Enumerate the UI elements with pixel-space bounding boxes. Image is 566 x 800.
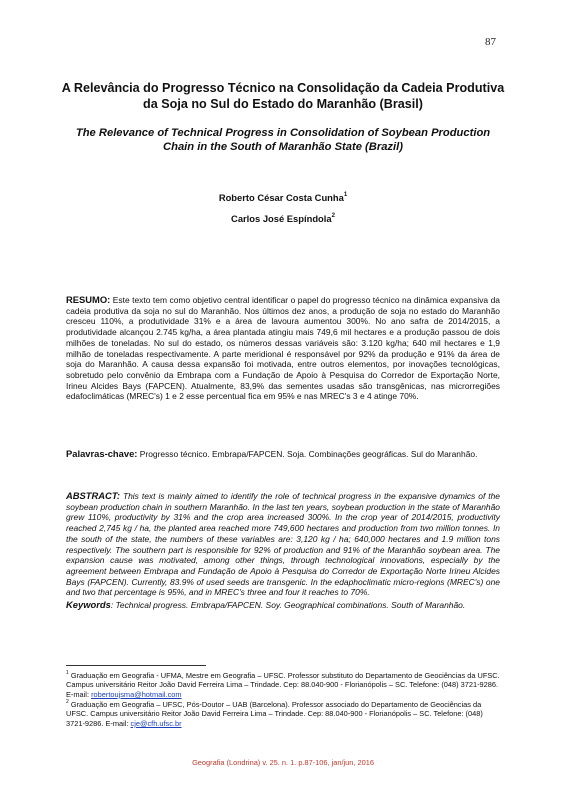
title-portuguese: A Relevância do Progresso Técnico na Consolidação da Cadeia Produtiva da Soja no Sul do Estado do Maranhão (Brasil) xyxy=(61,81,505,111)
title-english: The Relevance of Technical Progress in Consolidation of Soybean Production Chain in the South of Maranhão State (Brazil) xyxy=(75,127,491,153)
author-2-mark: 2 xyxy=(331,213,335,219)
keywords-text: : Technical progress. Embrapa/FAPCEN. Soy. Geographical combinations. South of Maranhão. xyxy=(110,600,466,610)
footnote-1-text: Graduação em Geografia - UFMA, Mestre em Geografia – UFSC. Professor substituto do Departamento de Geociências da UFSC. Campus universitário Reitor João David Ferreira Lima – Trindade. Cep: 88.040-900 - Florianópolis – SC. Telefone: (048) 3721-9286. E-mail: xyxy=(66,671,500,699)
footnote-2-text: Graduação em Geografia – UFSC, Pós-Doutor – UAB (Barcelona). Professor associado do Departamento de Geociências da UFSC. Campus universitário Reitor João David Ferreira Lima – Trindade. Cep: 88.040-900 - Florianópolis – SC. Telefone: (048) 3721-9286. E-mail: xyxy=(66,700,483,728)
footnote-1 xyxy=(66,671,500,699)
keywords-label: Keywords xyxy=(66,599,111,610)
resumo-paragraph xyxy=(66,295,500,402)
footnote-1-email-link[interactable]: robertoujsma@hotmail.com xyxy=(91,689,182,699)
footnote-2 xyxy=(66,700,500,728)
keywords-paragraph xyxy=(66,600,500,611)
footnote-divider xyxy=(66,665,206,666)
palavras-chave-paragraph xyxy=(66,449,500,460)
palavras-chave-label: Palavras-chave: xyxy=(66,448,138,459)
palavras-chave-text: Progresso técnico. Embrapa/FAPCEN. Soja. Combinações geográficas. Sul do Maranhão. xyxy=(137,449,478,459)
journal-footer: Geografia (Londrina) v. 25. n. 1. p.87-106, jan/jun, 2016 xyxy=(192,758,374,767)
footnote-2-email-link[interactable]: cje@cfh.ufsc.br xyxy=(130,718,182,728)
abstract-text: This text is mainly aimed to identify the role of technical progress in the expansive dynamics of the soybean production chain in southern Maranhão. In the last ten years, soybean production in the state of Maranhão grew 110%, productivity by 31% and the crop area increased 300%. In the crop year of 2014/2015, productivity reached 2,745 kg / ha, the planted area reached more 749,600 hectares and production from two million tonnes. In the south of the state, the numbers of these variables are: 3,120 kg / ha; 640,000 hectares and 1.9 million tons respectively. The southern part is responsible for 92% of production and 91% of the Maranhão soybean area. The expansion cause was motivated, among other things, through technological innovations, especially by the agreement between Embrapa and Fundação de Apoio à Pesquisa do Corredor de Exportação Norte Irineu Alcides Bays (FAPCEN). Currently, 83.9% of used seeds are transgenic. In the edaphoclimatic micro-regions (MREC's) one and two that percentage is 95%, and in MREC's three and four it reaches to 70%. xyxy=(66,491,500,598)
abstract-label: ABSTRACT: xyxy=(66,490,120,501)
page-number: 87 xyxy=(485,36,496,48)
author-1 xyxy=(0,192,566,203)
resumo-text: Este texto tem como objetivo central identificar o papel do progresso técnico na dinâmica expansiva da cadeia produtiva da soja no sul do Maranhão. Nos últimos dez anos, a produção de soja no estado do Maranhão cresceu 110%, a produtividade 31% e a área de lavoura aumentou 300%. No ano safra de 2014/2015, a produtividade alcançou 2.745 kg/ha, a área plantada atingiu mais 749,6 mil hectares e a produção passou de dois milhões de toneladas. No sul do estado, os números dessas variáveis são: 3.120 kg/ha; 640 mil hectares e 1,9 milhão de toneladas respectivamente. A parte meridional é responsável por 92% da produção e 91% da área de soja do Maranhão. A causa dessa expansão foi motivada, entre outros elementos, por inovações tecnológicas, sobretudo pelo convênio da Embrapa com a Fundação de Apoio à Pesquisa do Corredor de Exportação Norte, Irineu Alcides Bays (FAPCEN). Atualmente, 83,9% das sementes usadas são transgênicas, nas microrregiões edafoclimáticas (MREC's) 1 e 2 esse percentual fica em 95% e nas MREC's 3 e 4 atinge 70%. xyxy=(66,295,500,402)
author-2 xyxy=(0,213,566,224)
author-1-name: Roberto César Costa Cunha xyxy=(218,192,344,203)
footnote-2-mark: 2 xyxy=(66,699,69,705)
author-2-name: Carlos José Espíndola xyxy=(231,213,332,224)
author-1-mark: 1 xyxy=(343,192,348,198)
footnote-1-mark: 1 xyxy=(66,670,69,676)
abstract-paragraph xyxy=(66,491,500,598)
resumo-label: RESUMO: xyxy=(66,294,111,305)
